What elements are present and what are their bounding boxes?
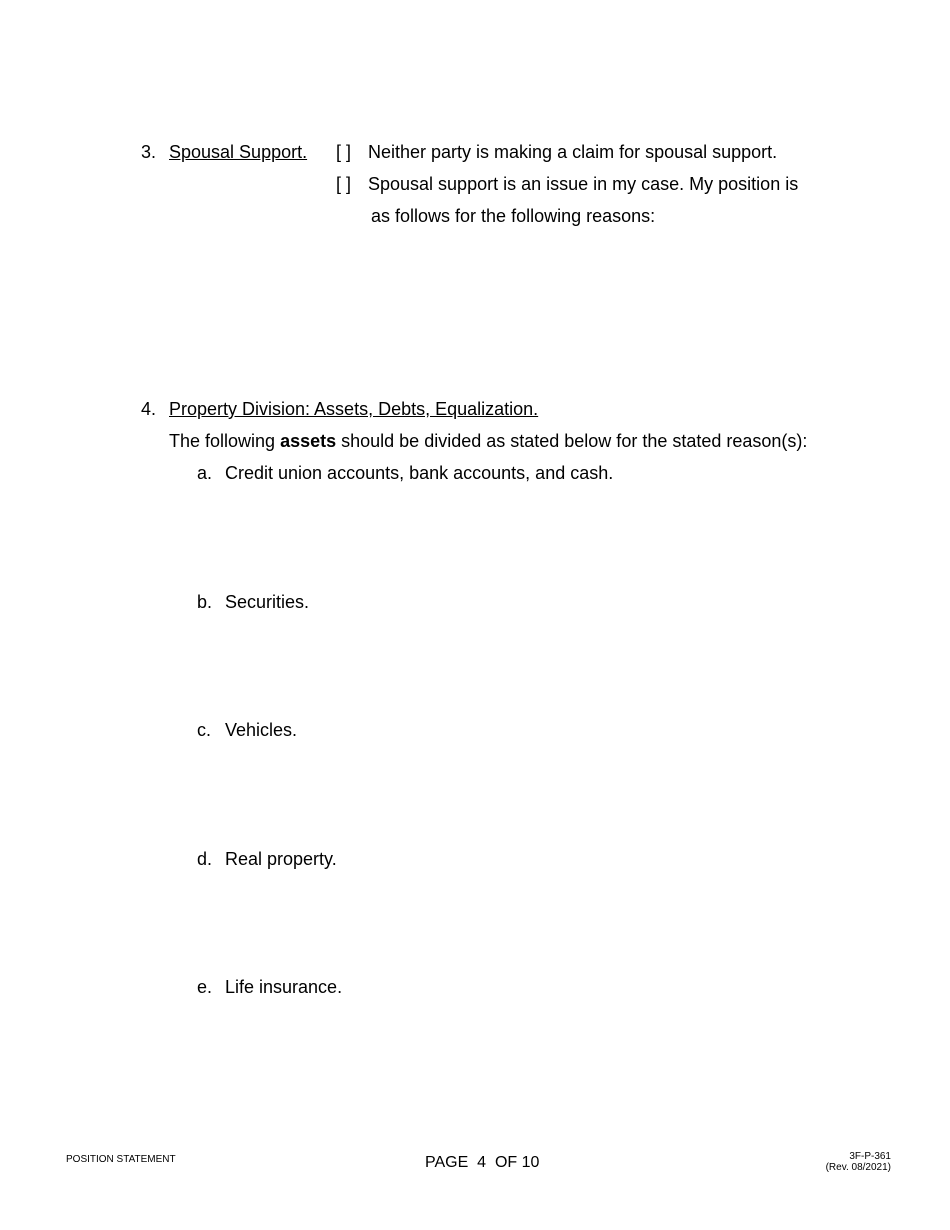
section-4-title: Property Division: Assets, Debts, Equalization. bbox=[169, 399, 539, 419]
item-d-label: Real property. bbox=[225, 849, 337, 869]
item-a-label: Credit union accounts, bank accounts, and cash. bbox=[225, 463, 614, 483]
section-4-number: 4. bbox=[141, 399, 157, 419]
spousal-issue-continuation: as follows for the following reasons: bbox=[371, 206, 656, 226]
page-label: PAGE bbox=[425, 1154, 469, 1171]
footer-document-title: POSITION STATEMENT bbox=[66, 1154, 176, 1165]
item-b-letter: b. bbox=[197, 592, 213, 612]
page-number: 4 bbox=[477, 1154, 487, 1171]
footer-page-indicator bbox=[425, 1153, 539, 1173]
item-d-letter: d. bbox=[197, 849, 213, 869]
section-4-intro bbox=[169, 430, 807, 452]
spousal-none-checkbox[interactable]: [ ] bbox=[336, 142, 352, 162]
spousal-issue-label: Spousal support is an issue in my case. My position is bbox=[368, 174, 799, 194]
footer-form-code: 3F-P-361 bbox=[849, 1151, 891, 1162]
item-e-label: Life insurance. bbox=[225, 977, 343, 997]
footer-revision: (Rev. 08/2021) bbox=[825, 1162, 891, 1173]
section-3-number: 3. bbox=[141, 142, 157, 162]
intro-text-after: should be divided as stated below for the stated reason(s): bbox=[336, 431, 808, 451]
page-of: OF bbox=[494, 1154, 518, 1171]
page-total: 10 bbox=[521, 1154, 540, 1171]
intro-text-before: The following bbox=[169, 431, 281, 451]
spousal-issue-checkbox[interactable]: [ ] bbox=[336, 174, 352, 194]
item-b-label: Securities. bbox=[225, 592, 310, 612]
intro-text-bold: assets bbox=[280, 431, 337, 451]
item-e-letter: e. bbox=[197, 977, 213, 997]
item-c-letter: c. bbox=[197, 720, 212, 740]
section-3-title: Spousal Support. bbox=[169, 142, 308, 162]
item-c-label: Vehicles. bbox=[225, 720, 298, 740]
spousal-none-label: Neither party is making a claim for spousal support. bbox=[368, 142, 778, 162]
item-a-letter: a. bbox=[197, 463, 213, 483]
